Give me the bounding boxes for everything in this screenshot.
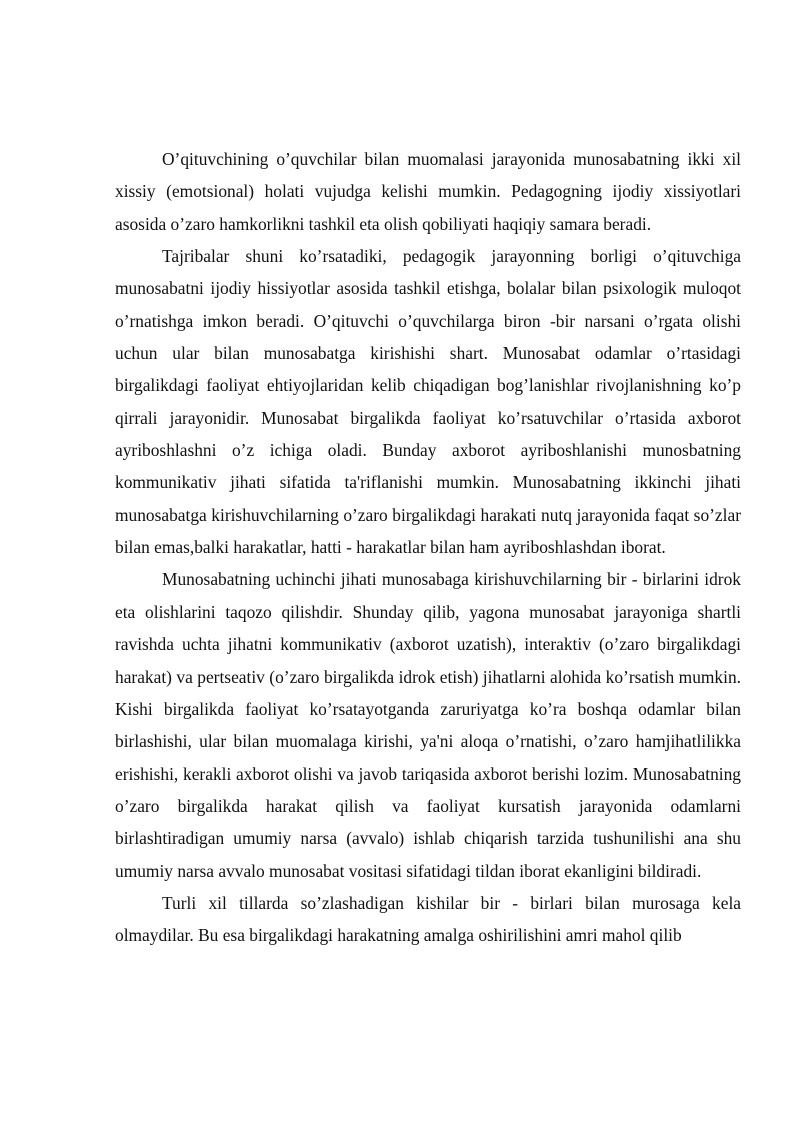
paragraph-4: Turli xil tillarda so’zlashadigan kishilar bir - birlari bilan murosaga kela olmaydilar. Bu esa birgalikdagi harakatning amalga oshirilishini amri mahol qilib — [115, 892, 741, 946]
paragraph-2: Tajribalar shuni ko’rsatadiki, pedagogik jarayonning borligi o’qituvchiga munosabatni ijodiy hissiyotlar asosida tashkil etishga, bolalar bilan psixologik muloqot o’rnatishga imkon beradi. O’qituvchi o’quvchilarga biron -bir narsani o’rgata olishi uchun ular bilan munosabatga kirishishi shart. Munosabat odamlar o’rtasidagi birgalikdagi faoliyat ehtiyojlaridan kelib chiqadigan bog’lanishlar rivojlanishning ko’p qirrali jarayonidir. Munosabat birgalikda faoliyat ko’rsatuvchilar o’rtasida axborot ayriboshlashni o’z ichiga oladi. Bunday axborot ayriboshlanishi munosbatning kommunikativ jihati sifatida ta'riflanishi mumkin. Munosabatning ikkinchi jihati munosabatga kirishuvchilarning o’zaro birgalikdagi harakati nutq jarayonida faqat so’zlar bilan emas,balki harakatlar, hatti - harakatlar bilan ham ayriboshlashdan iborat. — [115, 246, 741, 558]
document-body — [115, 143, 741, 952]
paragraph-1: O’qituvchining o’quvchilar bilan muomalasi jarayonida munosabatning ikki xil xissiy (emotsional) holati vujudga kelishi mumkin. Pedagogning ijodiy xissiyotlari asosida o’zaro hamkorlikni tashkil eta olish qobiliyati haqiqiy samara beradi. — [115, 149, 741, 234]
paragraph-3: Munosabatning uchinchi jihati munosabaga kirishuvchilarning bir - birlarini idrok eta olishlarini taqozo qilishdir. Shunday qilib, yagona munosabat jarayoniga shartli ravishda uchta jihatni kommunikativ (axborot uzatish), interaktiv (o’zaro birgalikdagi harakat) va pertseativ (o’zaro birgalikda idrok etish) jihatlarni alohida ko’rsatish mumkin. Kishi birgalikda faoliyat ko’rsatayotganda zaruriyatga ko’ra boshqa odamlar bilan birlashishi, ular bilan muomalaga kirishi, ya'ni aloqa o’rnatishi, o’zaro hamjihatlilikka erishishi, kerakli axborot olishi va javob tariqasida axborot berishi lozim. Munosabatning o’zaro birgalikda harakat qilish va faoliyat kursatish jarayonida odamlarni birlashtiradigan umumiy narsa (avvalo) ishlab chiqarish tarzida tushunilishi ana shu umumiy narsa avvalo munosabat vositasi sifatidagi tildan iborat ekanligini bildiradi. — [115, 569, 741, 881]
